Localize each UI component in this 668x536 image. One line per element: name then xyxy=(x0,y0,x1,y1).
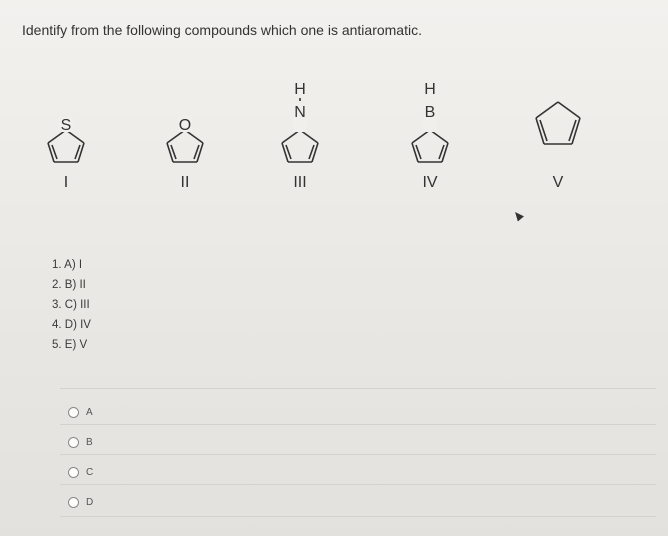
divider xyxy=(60,388,656,389)
choice-item: 1. A) I xyxy=(52,259,83,271)
radio-circle-icon[interactable] xyxy=(68,497,79,508)
compound-4-numeral: IV xyxy=(422,174,438,191)
compound-1-numeral: I xyxy=(63,174,69,191)
compound-5-numeral: V xyxy=(552,174,564,191)
choice-item: 2. B) II xyxy=(52,279,86,291)
answer-option-b[interactable] xyxy=(68,432,93,452)
compound-2 xyxy=(145,70,225,200)
question-text: Identify from the following compounds which one is antiaromatic. xyxy=(22,22,422,38)
radio-circle-icon[interactable] xyxy=(68,407,79,418)
answer-label: C xyxy=(86,466,94,478)
compound-3-numeral: III xyxy=(293,174,307,191)
compound-2-atom: O xyxy=(178,117,192,134)
compound-5 xyxy=(518,70,598,200)
cyclopentadiene-structure xyxy=(518,70,598,180)
answer-option-d[interactable] xyxy=(68,492,93,512)
compound-4-atom: B xyxy=(424,104,436,121)
compound-1 xyxy=(26,70,106,200)
divider xyxy=(60,454,656,455)
choice-list xyxy=(52,255,91,355)
compound-4-h: H xyxy=(424,81,436,98)
radio-circle-icon[interactable] xyxy=(68,467,79,478)
pyrrole-structure xyxy=(260,70,340,180)
divider xyxy=(60,424,656,425)
radio-circle-icon[interactable] xyxy=(68,437,79,448)
divider xyxy=(60,484,656,485)
choice-item: 5. E) V xyxy=(52,339,88,351)
answer-option-a[interactable] xyxy=(68,402,93,422)
thiophene-structure xyxy=(26,70,106,180)
compound-3-h: H xyxy=(294,81,306,98)
mouse-cursor-icon xyxy=(512,209,524,221)
compound-2-numeral: II xyxy=(180,174,190,191)
compound-4 xyxy=(390,70,470,200)
answer-option-c[interactable] xyxy=(68,462,93,482)
answer-label: A xyxy=(86,406,93,418)
furan-structure xyxy=(145,70,225,180)
compound-1-atom: S xyxy=(60,117,72,134)
compound-3 xyxy=(260,70,340,200)
answer-label: B xyxy=(86,436,93,448)
choice-item: 3. C) III xyxy=(52,299,90,311)
answer-label: D xyxy=(86,496,94,508)
choice-item: 4. D) IV xyxy=(52,319,91,331)
divider xyxy=(60,516,656,517)
borole-structure xyxy=(390,70,470,180)
compound-3-atom: N xyxy=(294,104,306,121)
